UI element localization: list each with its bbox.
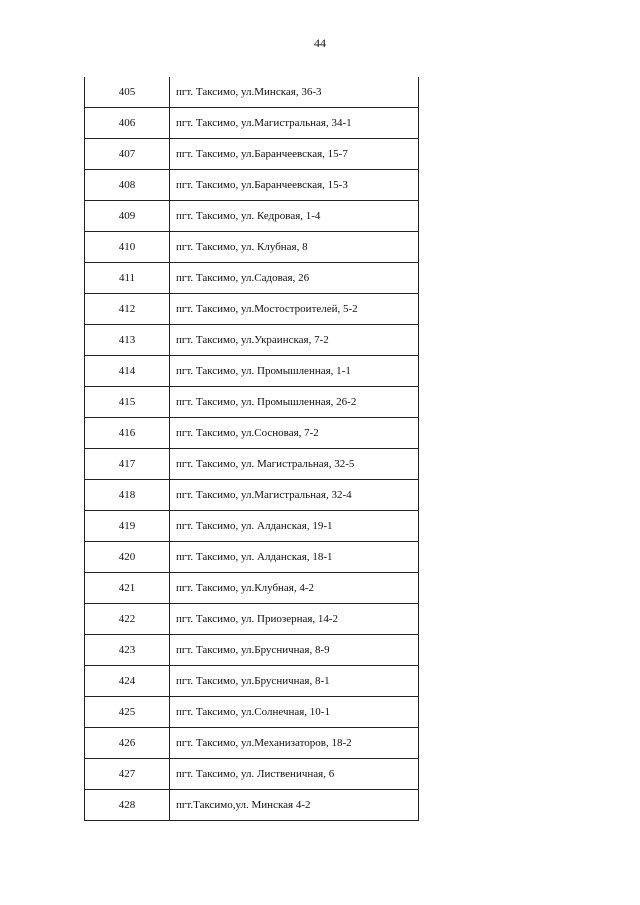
- table-row: [85, 697, 419, 728]
- row-address: пгт. Таксимо, ул. Кедровая, 1-4: [170, 201, 419, 232]
- row-address: пгт.Таксимо,ул. Минская 4-2: [170, 790, 419, 821]
- row-address: пгт. Таксимо, ул. Приозерная, 14-2: [170, 604, 419, 635]
- row-address: пгт. Таксимо, ул.Садовая, 26: [170, 263, 419, 294]
- row-number: 414: [85, 356, 170, 387]
- row-number: 423: [85, 635, 170, 666]
- row-number: 417: [85, 449, 170, 480]
- row-number: 408: [85, 170, 170, 201]
- table-row: [85, 418, 419, 449]
- row-number: 428: [85, 790, 170, 821]
- table-row: [85, 542, 419, 573]
- row-address: пгт. Таксимо, ул.Сосновая, 7-2: [170, 418, 419, 449]
- row-number: 405: [85, 77, 170, 108]
- row-address: пгт. Таксимо, ул.Баранчеевская, 15-3: [170, 170, 419, 201]
- row-address: пгт. Таксимо, ул. Лиственичная, 6: [170, 759, 419, 790]
- row-number: 424: [85, 666, 170, 697]
- table-row: [85, 604, 419, 635]
- table-row: [85, 325, 419, 356]
- row-address: пгт. Таксимо, ул.Солнечная, 10-1: [170, 697, 419, 728]
- table-row: [85, 480, 419, 511]
- row-number: 419: [85, 511, 170, 542]
- row-address: пгт. Таксимо, ул.Магистральная, 34-1: [170, 108, 419, 139]
- table-row: [85, 573, 419, 604]
- table-row: [85, 294, 419, 325]
- address-table: [84, 77, 419, 821]
- row-number: 421: [85, 573, 170, 604]
- row-address: пгт. Таксимо, ул. Клубная, 8: [170, 232, 419, 263]
- row-address: пгт. Таксимо, ул.Брусничная, 8-9: [170, 635, 419, 666]
- table-row: [85, 232, 419, 263]
- row-address: пгт. Таксимо, ул.Минская, 36-3: [170, 77, 419, 108]
- table-row: [85, 759, 419, 790]
- table-row: [85, 635, 419, 666]
- row-address: пгт. Таксимо, ул. Алданская, 19-1: [170, 511, 419, 542]
- row-address: пгт. Таксимо, ул. Магистральная, 32-5: [170, 449, 419, 480]
- row-address: пгт. Таксимо, ул.Баранчеевская, 15-7: [170, 139, 419, 170]
- table-row: [85, 511, 419, 542]
- table-row: [85, 139, 419, 170]
- row-number: 411: [85, 263, 170, 294]
- table-row: [85, 387, 419, 418]
- row-address: пгт. Таксимо, ул. Промышленная, 1-1: [170, 356, 419, 387]
- row-number: 416: [85, 418, 170, 449]
- row-address: пгт. Таксимо, ул.Клубная, 4-2: [170, 573, 419, 604]
- table-row: [85, 356, 419, 387]
- row-number: 425: [85, 697, 170, 728]
- row-number: 409: [85, 201, 170, 232]
- row-number: 407: [85, 139, 170, 170]
- row-number: 406: [85, 108, 170, 139]
- table-row: [85, 77, 419, 108]
- table-row: [85, 108, 419, 139]
- row-number: 426: [85, 728, 170, 759]
- table-row: [85, 201, 419, 232]
- page-number: 44: [314, 36, 326, 50]
- row-number: 427: [85, 759, 170, 790]
- row-address: пгт. Таксимо, ул. Алданская, 18-1: [170, 542, 419, 573]
- row-address: пгт. Таксимо, ул.Украинская, 7-2: [170, 325, 419, 356]
- row-number: 413: [85, 325, 170, 356]
- row-address: пгт. Таксимо, ул.Механизаторов, 18-2: [170, 728, 419, 759]
- table-row: [85, 263, 419, 294]
- row-address: пгт. Таксимо, ул.Брусничная, 8-1: [170, 666, 419, 697]
- row-address: пгт. Таксимо, ул.Магистральная, 32-4: [170, 480, 419, 511]
- row-number: 422: [85, 604, 170, 635]
- row-address: пгт. Таксимо, ул.Мостостроителей, 5-2: [170, 294, 419, 325]
- row-number: 410: [85, 232, 170, 263]
- row-address: пгт. Таксимо, ул. Промышленная, 26-2: [170, 387, 419, 418]
- table-row: [85, 666, 419, 697]
- table-row: [85, 449, 419, 480]
- table-row: [85, 790, 419, 821]
- row-number: 415: [85, 387, 170, 418]
- row-number: 418: [85, 480, 170, 511]
- table-row: [85, 728, 419, 759]
- table-row: [85, 170, 419, 201]
- row-number: 412: [85, 294, 170, 325]
- row-number: 420: [85, 542, 170, 573]
